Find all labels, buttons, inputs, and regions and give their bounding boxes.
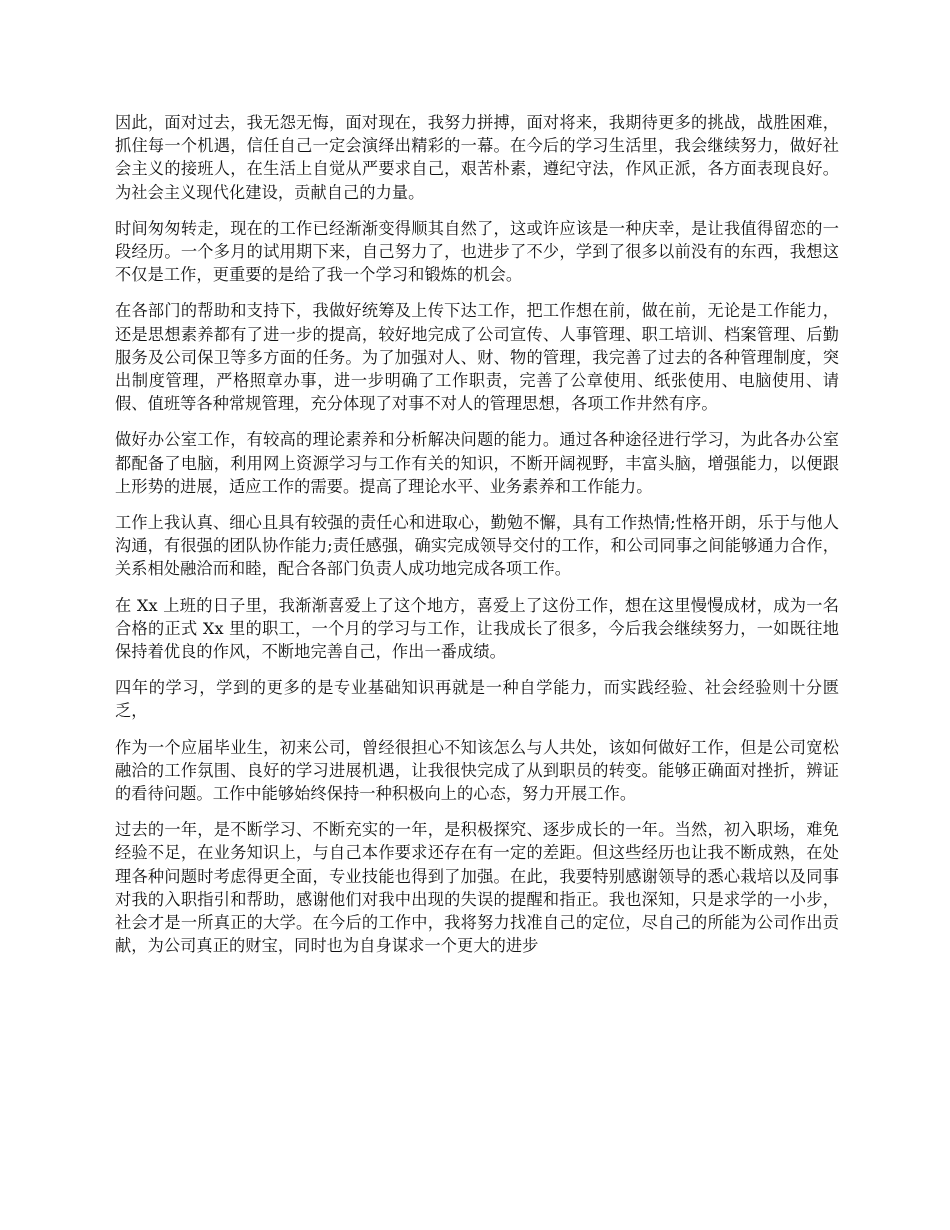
paragraph-3: 在各部门的帮助和支持下，我做好统筹及上传下达工作，把工作想在前，做在前，无论是工作能力，还是思想素养都有了进一步的提高，较好地完成了公司宣传、人事管理、职工培训、档案管理、后勤服务及公司保卫等多方面的任务。为了加强对人、财、物的管理，我完善了过去的各种管理制度，突出制度管理，严格照章办事，进一步明确了工作职责，完善了公章使用、纸张使用、电脑使用、请假、值班等各种常规管理，充分体现了对事不对人的管理思想，各项工作井然有序。 xyxy=(115,301,839,414)
paragraph-7: 四年的学习，学到的更多的是专业基础知识再就是一种自学能力，而实践经验、社会经验则十分匮乏， xyxy=(115,678,839,721)
paragraph-9: 过去的一年，是不断学习、不断充实的一年，是积极探究、逐步成长的一年。当然，初入职场，难免经验不足，在业务知识上，与自己本作要求还存在有一定的差距。但这些经历也让我不断成熟，在处理各种问题时考虑得更全面，专业技能也得到了加强。在此，我要特别感谢领导的悉心栽培以及同事对我的入职指引和帮助，感谢他们对我中出现的失误的提醒和指正。我也深知，只是求学的一小步，社会才是一所真正的大学。在今后的工作中，我将努力找准自己的定位，尽自己的所能为公司作出贡献，为公司真正的财宝，同时也为自身谋求一个更大的进步 xyxy=(115,820,839,956)
paragraph-2: 时间匆匆转走，现在的工作已经渐渐变得顺其自然了，这或许应该是一种庆幸，是让我值得留恋的一段经历。一个多月的试用期下来，自己努力了，也进步了不少，学到了很多以前没有的东西，我想这不仅是工作，更重要的是给了我一个学习和锻炼的机会。 xyxy=(115,218,839,285)
paragraph-4: 做好办公室工作，有较高的理论素养和分析解决问题的能力。通过各种途径进行学习，为此各办公室都配备了电脑，利用网上资源学习与工作有关的知识，不断开阔视野，丰富头脑，增强能力，以便跟上形势的进展，适应工作的需要。提高了理论水平、业务素养和工作能力。 xyxy=(115,430,839,496)
paragraph-5: 工作上我认真、细心且具有较强的责任心和进取心，勤勉不懈，具有工作热情;性格开朗，乐于与他人沟通，有很强的团队协作能力;责任感强，确实完成领导交付的工作，和公司同事之间能够通力合作，关系相处融洽而和睦，配合各部门负责人成功地完成各项工作。 xyxy=(115,513,839,579)
paragraph-8: 作为一个应届毕业生，初来公司，曾经很担心不知该怎么与人共处，该如何做好工作，但是公司宽松融洽的工作氛围、良好的学习进展机遇，让我很快完成了从到职员的转变。能够正确面对挫折，辨证的看待问题。工作中能够始终保持一种积极向上的心态，努力开展工作。 xyxy=(115,737,839,804)
document-body xyxy=(115,111,839,971)
paragraph-6: 在 Xx 上班的日子里，我渐渐喜爱上了这个地方，喜爱上了这份工作，想在这里慢慢成材，成为一名合格的正式 Xx 里的职工，一个月的学习与工作，让我成长了很多，今后我会继续努力，一如既往地保持着优良的作风，不断地完善自己，作出一番成绩。 xyxy=(115,595,839,662)
paragraph-1: 因此，面对过去，我无怨无悔，面对现在，我努力拼搏，面对将来，我期待更多的挑战，战胜困难，抓住每一个机遇，信任自己一定会演绎出精彩的一幕。在今后的学习生活里，我会继续努力，做好社会主义的接班人，在生活上自觉从严要求自己，艰苦朴素，遵纪守法，作风正派，各方面表现良好。为社会主义现代化建设，贡献自己的力量。 xyxy=(115,113,839,202)
